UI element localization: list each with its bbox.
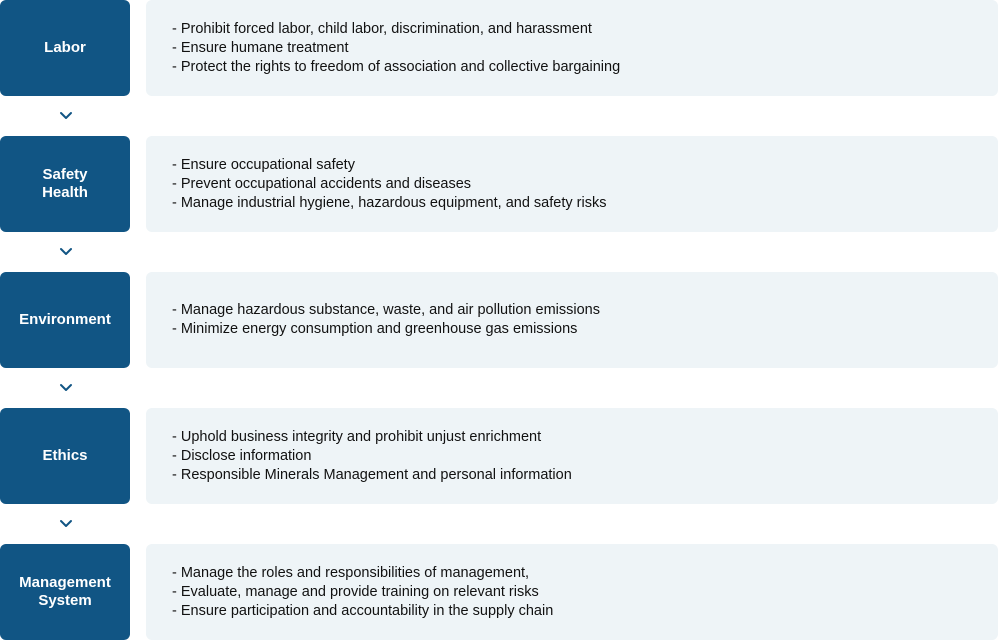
step-label: Environment: [0, 272, 130, 368]
description-item: - Responsible Minerals Management and personal information: [172, 466, 572, 483]
step-label: Management System: [0, 544, 130, 640]
chevron-down-icon: [59, 247, 73, 257]
description-item: - Manage the roles and responsibilities of management,: [172, 564, 530, 581]
description-item: - Evaluate, manage and provide training on relevant risks: [172, 583, 539, 600]
step-environment: [0, 272, 998, 368]
step-label: Safety Health: [0, 136, 130, 232]
step-labor: [0, 0, 998, 96]
step-management-system: [0, 544, 998, 640]
step-label: Ethics: [0, 408, 130, 504]
description-item: - Ensure humane treatment: [172, 39, 349, 56]
description-item: - Prevent occupational accidents and diseases: [172, 175, 472, 192]
step-safety-health: [0, 136, 998, 232]
step-description: [146, 136, 998, 232]
chevron-down-icon: [59, 383, 73, 393]
step-description: [146, 544, 998, 640]
description-item: - Ensure occupational safety: [172, 156, 355, 173]
description-item: - Minimize energy consumption and greenhouse gas emissions: [172, 321, 578, 337]
description-item: - Uphold business integrity and prohibit unjust enrichment: [172, 428, 542, 445]
description-item: - Prohibit forced labor, child labor, discrimination, and harassment: [172, 20, 592, 37]
step-label: Labor: [0, 0, 130, 96]
step-ethics: [0, 408, 998, 504]
description-item: - Ensure participation and accountability in the supply chain: [172, 602, 554, 619]
step-description: [146, 272, 998, 368]
step-description: [146, 408, 998, 504]
description-item: - Manage hazardous substance, waste, and air pollution emissions: [172, 302, 600, 318]
step-description: [146, 0, 998, 96]
description-item: - Manage industrial hygiene, hazardous equipment, and safety risks: [172, 194, 607, 211]
description-item: - Disclose information: [172, 447, 312, 464]
chevron-down-icon: [59, 111, 73, 121]
description-item: - Protect the rights to freedom of association and collective bargaining: [172, 58, 621, 75]
chevron-down-icon: [59, 519, 73, 529]
